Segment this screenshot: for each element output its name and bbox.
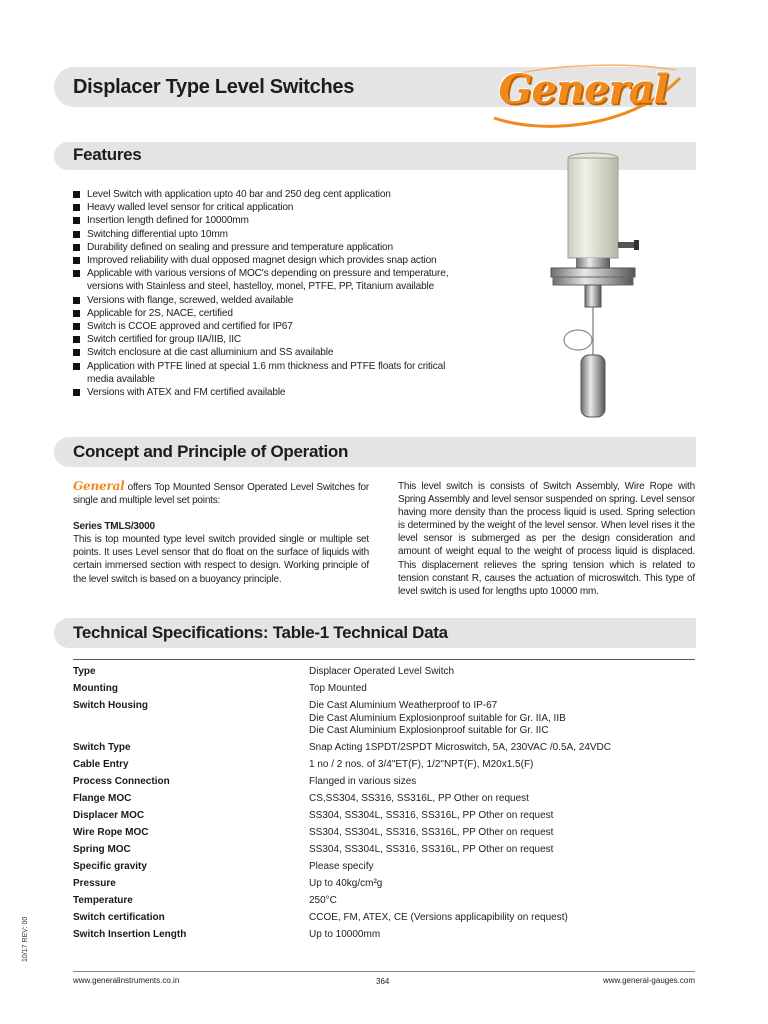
feature-item [73, 360, 473, 386]
spec-row [73, 683, 695, 696]
spec-value [309, 844, 695, 857]
spec-value-line: Up to 10000mm [309, 928, 381, 940]
feature-item [73, 320, 473, 333]
bullet-square-icon [73, 389, 80, 396]
spec-value-line: Snap Acting 1SPDT/2SPDT Microswitch, 5A, 230VAC /0.5A, 24VDC [309, 742, 611, 754]
feature-item [73, 214, 473, 227]
brand-logo [480, 60, 686, 140]
spec-label: Wire Rope MOC [73, 827, 149, 839]
spec-label: Process Connection [73, 776, 170, 788]
bullet-square-icon [73, 191, 80, 198]
spec-row [73, 793, 695, 806]
spec-label: Switch Insertion Length [73, 928, 187, 940]
feature-item [73, 307, 473, 320]
spec-value-line: SS304, SS304L, SS316, SS316L, PP Other on request [309, 810, 554, 822]
bullet-square-icon [73, 204, 80, 211]
logo-text: General [498, 66, 668, 113]
feature-text: Switching differential upto 10mm [87, 228, 228, 240]
spec-value [309, 895, 695, 908]
spec-value-line: 1 no / 2 nos. of 3/4"ET(F), 1/2"NPT(F), M20x1.5(F) [309, 759, 534, 771]
feature-item [73, 254, 473, 267]
feature-text: Switch is CCOE approved and certified for IP67 [87, 321, 293, 333]
footer-left-url[interactable]: www.generalinstruments.co.in [73, 976, 180, 985]
feature-text: Switch enclosure at die cast alluminium and SS available [87, 347, 334, 359]
spec-label: Type [73, 666, 96, 677]
series-title: Series TMLS/3000 [73, 521, 155, 533]
feature-item [73, 228, 473, 241]
spec-label: Flange MOC [73, 793, 132, 805]
spec-value-line: SS304, SS304L, SS316, SS316L, PP Other on request [309, 827, 554, 839]
spec-value-line: 250°C [309, 895, 337, 906]
feature-text: Versions with flange, screwed, welded available [87, 294, 294, 306]
feature-text: Improved reliability with dual opposed magnet design which provides snap action [87, 255, 437, 267]
bullet-square-icon [73, 244, 80, 251]
feature-text: Versions with ATEX and FM certified available [87, 387, 286, 399]
footer-right-url[interactable]: www.general-gauges.com [602, 976, 695, 985]
spec-value-line: Flanged in various sizes [309, 776, 417, 788]
spec-value-line: SS304, SS304L, SS316, SS316L, PP Other on request [309, 844, 554, 856]
features-heading: Features [73, 145, 142, 164]
bullet-square-icon [73, 310, 80, 317]
feature-item [73, 333, 473, 346]
spec-value [309, 878, 695, 891]
bullet-square-icon [73, 270, 80, 277]
spec-value-line: Top Mounted [309, 682, 367, 694]
revision-note: 10/17 REV: 00 [22, 916, 29, 962]
feature-text: Durability defined on sealing and pressure and temperature application [87, 241, 393, 253]
bullet-square-icon [73, 336, 80, 343]
feature-text: Heavy walled level sensor for critical application [87, 202, 294, 214]
spec-row [73, 861, 695, 874]
spec-row [73, 742, 695, 755]
bullet-square-icon [73, 257, 80, 264]
spec-value [309, 759, 695, 772]
spec-row [73, 759, 695, 772]
feature-item [73, 201, 473, 214]
spec-value [309, 776, 695, 789]
features-list [73, 188, 473, 399]
footer-rule [73, 971, 695, 972]
spec-label: Switch certification [73, 911, 165, 923]
feature-text: Switch certified for group IIA/IIB, IIC [87, 334, 242, 346]
specs-heading: Technical Specifications: Table-1 Technical Data [73, 623, 448, 642]
feature-item [73, 188, 473, 201]
series-text: This is top mounted type level switch provided single or multiple set points. It uses Level sensor that do float on the surface of liquids with certain immersed section with respect to design. Working principle of the level switch is based on a buoyancy principle. [73, 534, 369, 585]
spec-value [309, 742, 695, 755]
concept-intro-text: offers Top Mounted Sensor Operated Level Switches for single and multiple level set points: [73, 482, 369, 507]
concept-right-text: This level switch is consists of Switch Assembly, Wire Rope with Spring Assembly and level sensor suspended on spring. Level sensor having more density than the process liquid is used. Spring selection is determined by the weight of the level sensor. When level rises it the level sensor is submerged as per the design consideration and amount of weight equal to the weight of process liquid is displaced. This displacement relieves the spring tension which is related to tension constant R, causes the actuation of microswitch. This type of level switch is used for lengths upto 10000 mm. [398, 481, 695, 597]
bullet-square-icon [73, 217, 80, 224]
spec-label: Switch Type [73, 742, 131, 754]
spec-row [73, 878, 695, 891]
spec-label: Cable Entry [73, 759, 129, 771]
feature-text: Applicable for 2S, NACE, certified [87, 307, 233, 319]
page-number: 364 [376, 977, 390, 986]
spec-label: Displacer MOC [73, 810, 145, 822]
spec-value [309, 666, 695, 679]
spec-value [309, 929, 695, 942]
spec-label: Temperature [73, 895, 133, 906]
spec-row [73, 666, 695, 679]
spec-value [309, 683, 695, 696]
feature-text: Applicable with various versions of MOC's depending on pressure and temperature, versions with Stainless and steel, hastelloy, monel, PTFE, PP, Titanium available [87, 268, 449, 293]
spec-value-line: CS,SS304, SS316, SS316L, PP Other on request [309, 793, 529, 805]
specs-table [73, 666, 695, 946]
spec-value-line: CCOE, FM, ATEX, CE (Versions applicapibility on request) [309, 911, 568, 923]
feature-item [73, 294, 473, 307]
feature-text: Application with PTFE lined at special 1.6 mm thickness and PTFE floats for critical media available [87, 360, 446, 385]
spec-label: Spring MOC [73, 844, 131, 856]
feature-item [73, 241, 473, 254]
spec-label: Specific gravity [73, 861, 147, 873]
feature-item [73, 267, 473, 293]
spec-value-line: Please specify [309, 861, 374, 873]
spec-value-line: Die Cast Aluminium Explosionproof suitable for Gr. IIC [309, 725, 549, 737]
concept-left-column [73, 480, 369, 586]
concept-intro [73, 480, 369, 507]
spec-row [73, 929, 695, 942]
spec-row [73, 810, 695, 823]
spec-value [309, 793, 695, 806]
spec-value-line: Die Cast Aluminium Weatherproof to IP-67 [309, 699, 498, 711]
specs-top-rule [73, 659, 695, 660]
bullet-square-icon [73, 349, 80, 356]
product-image [548, 150, 678, 420]
spec-value-line: Up to 40kg/cm²g [309, 878, 383, 890]
spec-value [309, 861, 695, 874]
spec-value [309, 912, 695, 925]
spec-value-line: Displacer Operated Level Switch [309, 666, 455, 677]
spec-row [73, 776, 695, 789]
spec-label: Mounting [73, 682, 118, 694]
bullet-square-icon [73, 363, 80, 370]
spec-value-line: Die Cast Aluminium Explosionproof suitable for Gr. IIA, IIB [309, 712, 566, 724]
concept-heading: Concept and Principle of Operation [73, 442, 349, 461]
spec-value [309, 700, 695, 738]
spec-value [309, 810, 695, 823]
bullet-square-icon [73, 323, 80, 330]
spec-row [73, 912, 695, 925]
spec-value [309, 827, 695, 840]
feature-text: Insertion length defined for 10000mm [87, 215, 249, 227]
page-title: Displacer Type Level Switches [73, 76, 355, 98]
spec-row [73, 895, 695, 908]
spec-row [73, 827, 695, 840]
spec-label: Switch Housing [73, 699, 148, 711]
feature-text: Level Switch with application upto 40 bar and 250 deg cent application [87, 189, 391, 200]
feature-item [73, 346, 473, 359]
bullet-square-icon [73, 297, 80, 304]
concept-right-column [398, 480, 695, 598]
brand-word: General [73, 479, 125, 493]
bullet-square-icon [73, 231, 80, 238]
spec-row [73, 844, 695, 857]
spec-row [73, 700, 695, 738]
spec-label: Pressure [73, 878, 116, 890]
feature-item [73, 386, 473, 399]
